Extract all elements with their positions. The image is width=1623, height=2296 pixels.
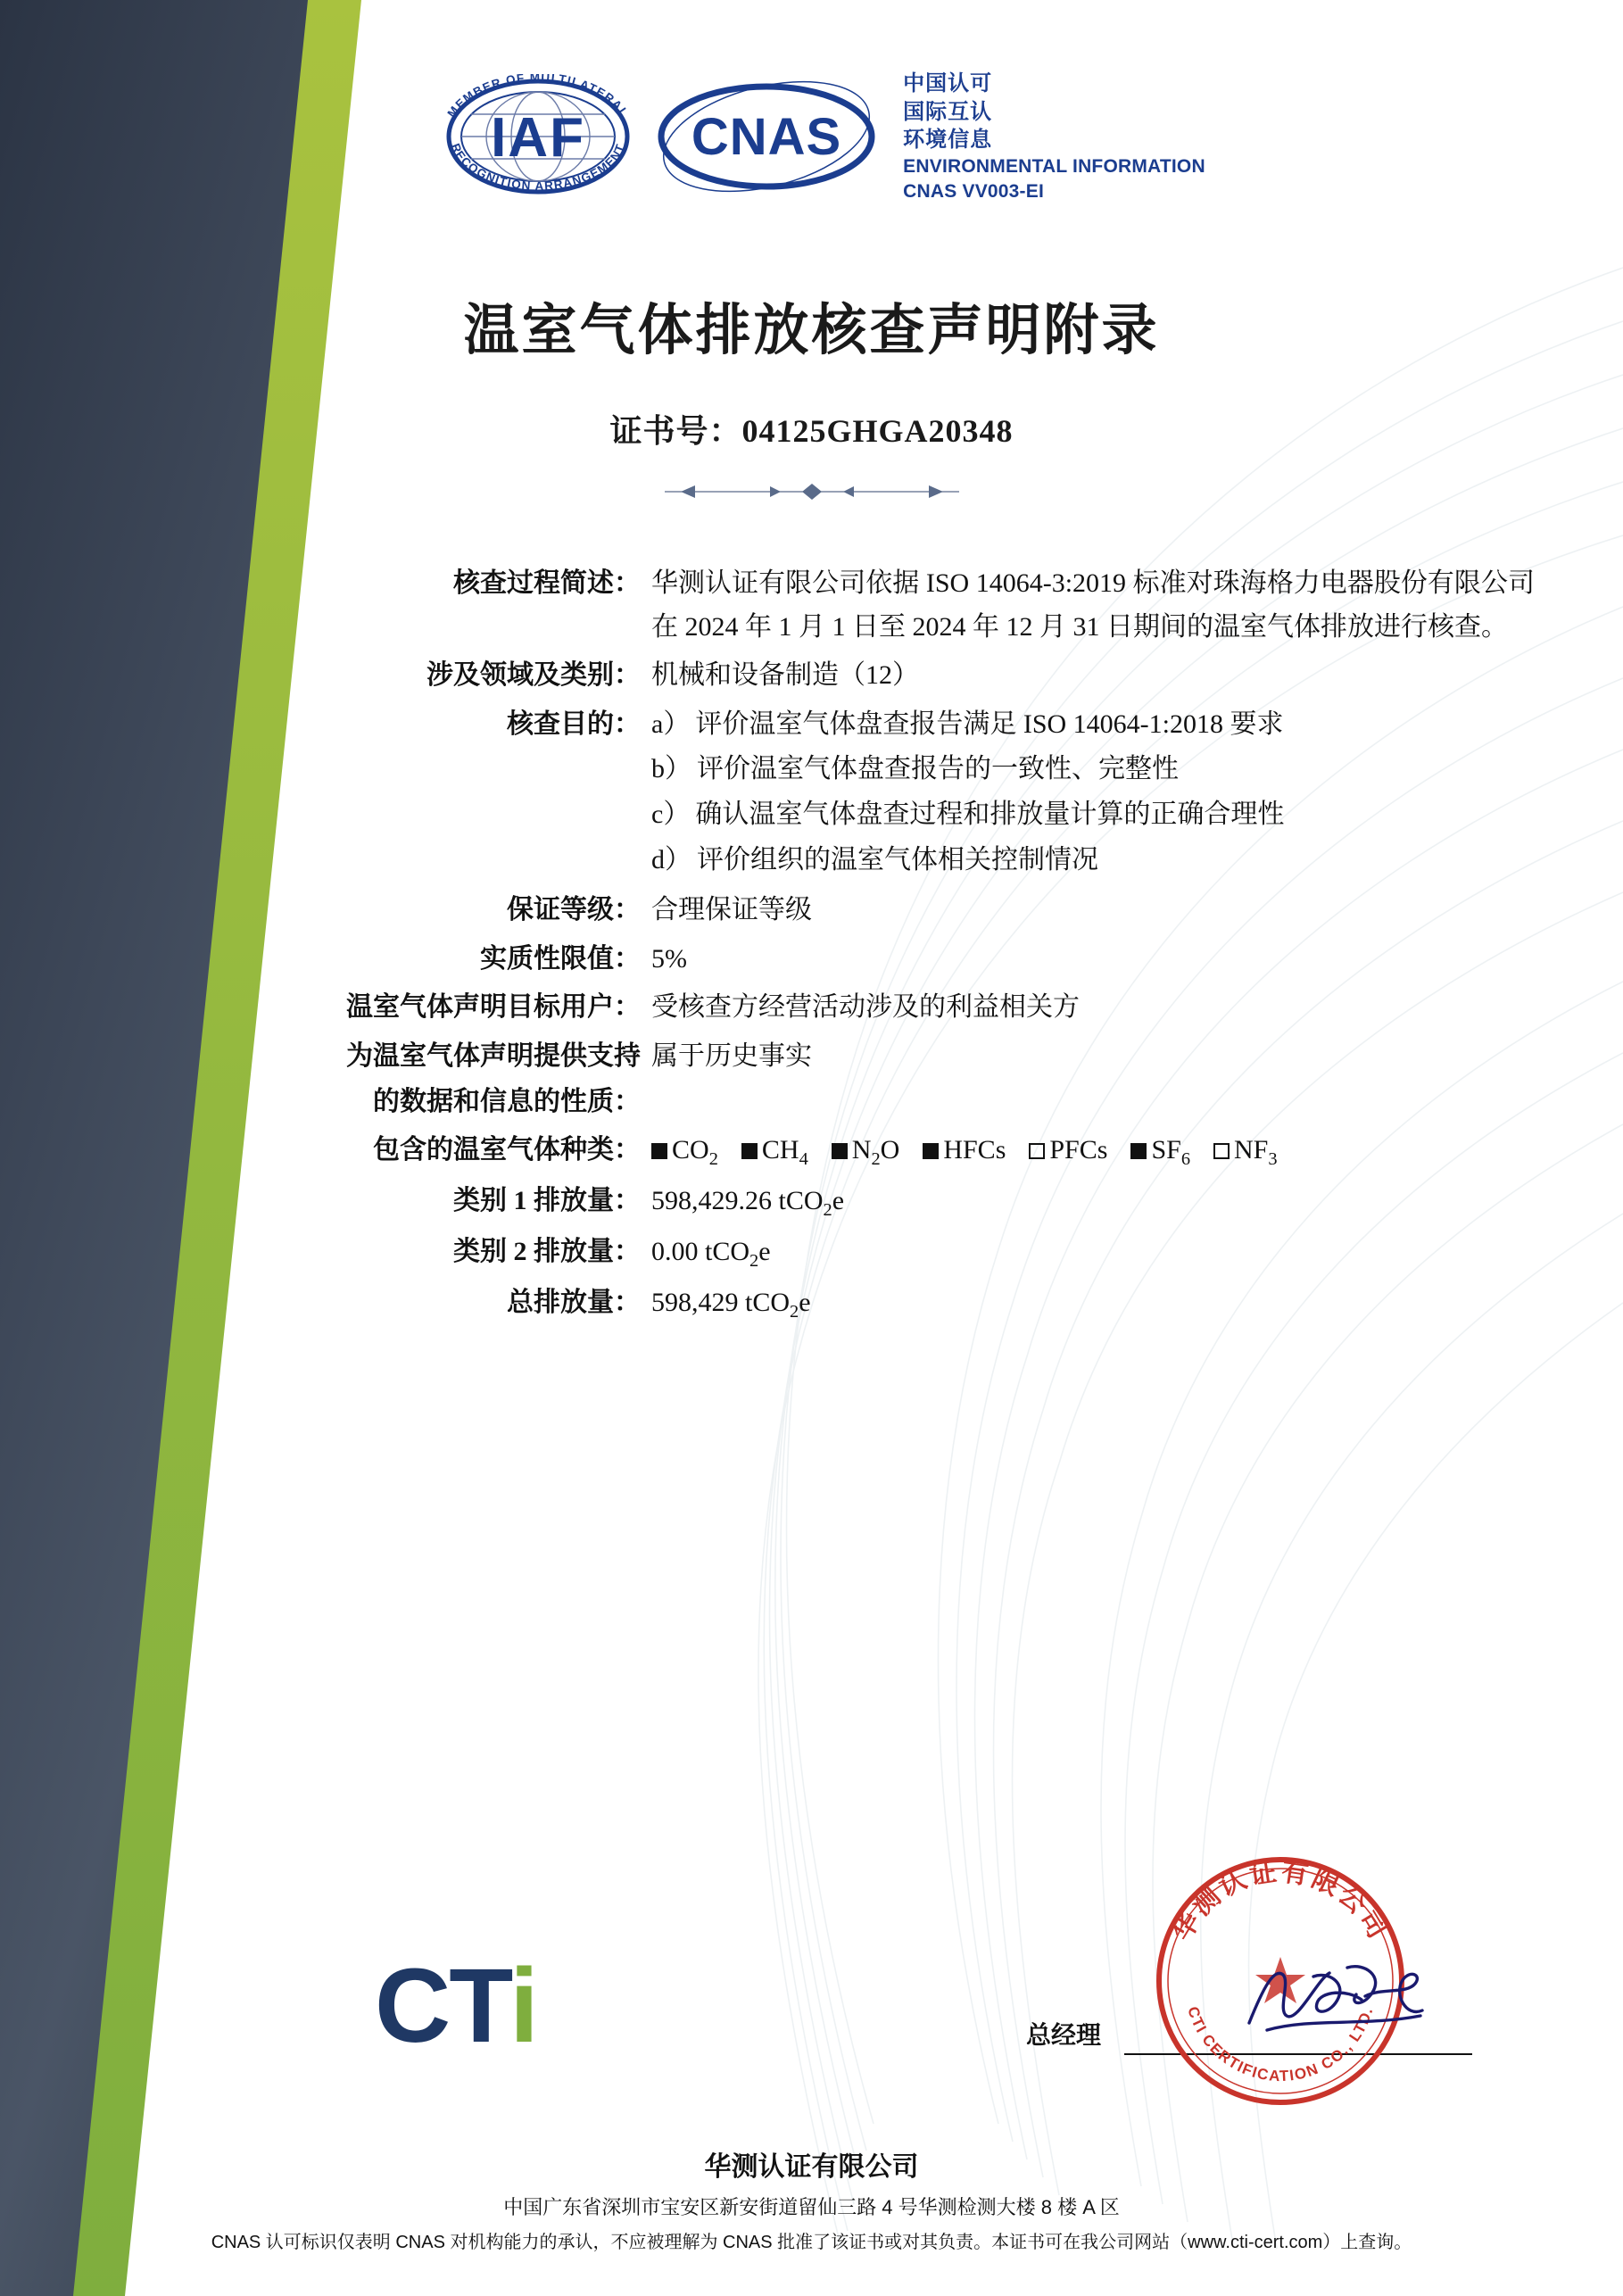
cat1-value-post: e — [832, 1186, 845, 1216]
checkbox-ch4[interactable] — [741, 1143, 758, 1159]
purpose-item-text: 评价温室气体盘查报告的一致性、完整性 — [697, 754, 1179, 784]
label-purpose: 核查目的： — [507, 709, 641, 739]
value-intended-users: 受核查方经营活动涉及的利益相关方 — [651, 992, 1080, 1023]
checkbox-n2o[interactable] — [832, 1143, 848, 1159]
value-category1-emissions — [651, 1180, 1535, 1225]
gas-label-nf3: NF — [1234, 1135, 1269, 1165]
gas-sub-co2: 2 — [708, 1149, 718, 1170]
purpose-item — [651, 793, 1535, 837]
purpose-item-marker: c） — [651, 799, 691, 829]
purpose-item-text: 评价组织的温室气体相关控制情况 — [697, 844, 1098, 874]
checkbox-sf6[interactable] — [1130, 1143, 1147, 1159]
purpose-item-text: 确认温室气体盘查过程和排放量计算的正确合理性 — [695, 799, 1285, 829]
label-intended-users: 温室气体声明目标用户： — [346, 992, 641, 1023]
checkbox-pfcs[interactable] — [1029, 1143, 1045, 1159]
field-verification-process — [268, 562, 1535, 649]
purpose-item-text: 评价温室气体盘查报告满足 ISO 14064-1:2018 要求 — [695, 709, 1284, 739]
cnas-line-cn3: 环境信息 — [903, 128, 993, 153]
cat2-value-post: e — [758, 1237, 771, 1267]
cnas-line-en1: ENVIRONMENTAL INFORMATION — [903, 156, 1205, 178]
value-scope: 机械和设备制造（12） — [651, 660, 919, 691]
gas-sub-sf6: 6 — [1180, 1149, 1191, 1170]
purpose-item-marker: a） — [651, 709, 691, 739]
label-assurance-level: 保证等级： — [507, 895, 641, 925]
svg-text:CNAS: CNAS — [691, 108, 842, 167]
cti-letter-c: C — [375, 1947, 450, 2065]
certificate-number-label: 证书号： — [609, 413, 742, 449]
cat1-value-sub: 2 — [823, 1200, 832, 1221]
label-category2-emissions: 类别 2 排放量： — [453, 1237, 641, 1267]
total-value-pre: 598,429 tCO — [651, 1288, 791, 1318]
cnas-logo-icon — [646, 74, 887, 199]
cti-letter-i: i — [509, 1947, 537, 2065]
gas-label-n2o: N — [851, 1135, 872, 1165]
gas-item-n2o — [832, 1129, 900, 1174]
cnas-line-cn1: 中国认可 — [903, 71, 993, 95]
label-data-nature-line1: 为温室气体声明提供支持 — [346, 1040, 641, 1071]
value-assurance-level: 合理保证等级 — [651, 895, 812, 925]
footer-disclaimer: CNAS 认可标识仅表明 CNAS 对机构能力的承认，不应被理解为 CNAS 批准了该证书或对其负责。本证书可在我公司网站（www.cti-cert.com）上查询。 — [211, 2233, 1412, 2252]
gas-label-hfcs: HFCs — [943, 1135, 1006, 1165]
label-verification-process: 核查过程简述： — [453, 568, 641, 598]
page-title: 温室气体排放核查声明附录 — [463, 300, 1160, 361]
cat1-value-pre: 598,429.26 tCO — [651, 1186, 824, 1216]
gas-item-pfcs — [1029, 1129, 1107, 1173]
gas-sub-nf3: 3 — [1268, 1149, 1278, 1170]
gas-label-pfcs: PFCs — [1049, 1135, 1108, 1165]
svg-text:RECOGNITION ARRANGEMENT: RECOGNITION ARRANGEMENT — [448, 141, 628, 194]
purpose-item — [651, 748, 1535, 792]
cat2-value-sub: 2 — [749, 1251, 759, 1272]
value-materiality: 5% — [651, 943, 687, 974]
total-value-sub: 2 — [790, 1302, 799, 1322]
label-data-nature-line2: 的数据和信息的性质： — [373, 1086, 641, 1116]
value-gases — [651, 1129, 1535, 1174]
field-total-emissions — [268, 1281, 1535, 1327]
certificate-body — [268, 562, 1535, 1332]
field-category1-emissions — [268, 1180, 1535, 1225]
label-gases: 包含的温室气体种类： — [373, 1135, 641, 1165]
gas-tail-n2o: O — [880, 1135, 900, 1165]
gas-checkbox-list — [651, 1129, 1535, 1174]
field-intended-users — [268, 986, 1535, 1030]
value-verification-process: 华测认证有限公司依据 ISO 14064-3:2019 标准对珠海格力电器股份有限公司在 2024 年 1 月 1 日至 2024 年 12 月 31 日期间的温室气体排放进行核查。 — [651, 568, 1535, 642]
checkbox-hfcs[interactable] — [923, 1143, 939, 1159]
svg-text:CTI CERTIFICATION CO., LTD.: CTI CERTIFICATION CO., LTD. — [1184, 2004, 1377, 2085]
field-assurance-level — [268, 889, 1535, 932]
gas-label-co2: CO — [672, 1135, 709, 1165]
footer-company-name: 华测认证有限公司 — [704, 2152, 919, 2182]
iaf-logo-icon — [418, 74, 658, 199]
checkbox-co2[interactable] — [651, 1143, 667, 1159]
field-data-nature-line2 — [268, 1081, 1535, 1124]
field-purpose — [268, 703, 1535, 883]
svg-text:MEMBER OF MULTILATERAL: MEMBER OF MULTILATERAL — [444, 74, 632, 120]
field-gases — [268, 1129, 1535, 1174]
gas-item-co2 — [651, 1129, 718, 1174]
handwritten-signature — [1231, 1941, 1454, 2057]
field-category2-emissions — [268, 1231, 1535, 1276]
gas-label-sf6: SF — [1151, 1135, 1181, 1165]
cti-logo — [375, 1945, 537, 2067]
gas-item-hfcs — [923, 1129, 1006, 1173]
gas-label-ch4: CH — [761, 1135, 799, 1165]
field-data-nature-line1 — [268, 1035, 1535, 1079]
signature-title-label: 总经理 — [1026, 2022, 1102, 2050]
value-data-nature: 属于历史事实 — [651, 1040, 812, 1071]
purpose-item-marker: d） — [651, 844, 691, 874]
gas-item-nf3 — [1213, 1129, 1278, 1174]
gas-item-ch4 — [741, 1129, 808, 1174]
cnas-line-en2: CNAS VV003-EI — [903, 180, 1044, 202]
purpose-item — [651, 703, 1535, 747]
total-value-post: e — [799, 1288, 811, 1318]
label-materiality: 实质性限值： — [480, 943, 641, 974]
cnas-line-cn2: 国际互认 — [903, 99, 993, 124]
footer-address: 中国广东省深圳市宝安区新安街道留仙三路 4 号华测检测大楼 8 楼 A 区 — [503, 2196, 1120, 2218]
field-scope — [268, 654, 1535, 698]
accreditation-logos — [0, 70, 1623, 203]
gas-sub-ch4: 4 — [799, 1149, 808, 1170]
purpose-item-marker: b） — [651, 754, 691, 784]
purpose-item — [651, 839, 1535, 883]
svg-text:IAF: IAF — [491, 107, 586, 170]
checkbox-nf3[interactable] — [1213, 1143, 1230, 1159]
gas-sub-n2o: 2 — [871, 1149, 881, 1170]
cnas-accreditation-text — [903, 70, 1205, 203]
certificate-number-value: 04125GHGA20348 — [741, 413, 1014, 449]
certificate-number-line — [0, 406, 1623, 452]
label-scope: 涉及领域及类别： — [426, 660, 641, 691]
value-category2-emissions — [651, 1231, 1535, 1276]
label-category1-emissions: 类别 1 排放量： — [453, 1186, 641, 1216]
ornament-divider — [665, 482, 959, 501]
gas-item-sf6 — [1130, 1129, 1190, 1174]
cat2-value-pre: 0.00 tCO — [651, 1237, 750, 1267]
label-total-emissions: 总排放量： — [507, 1288, 641, 1318]
svg-text:华测认证有限公司: 华测认证有限公司 — [1167, 1857, 1394, 1946]
value-purpose-list — [651, 703, 1535, 883]
field-materiality — [268, 938, 1535, 982]
value-total-emissions — [651, 1281, 1535, 1327]
page-footer — [0, 2144, 1623, 2253]
cti-letter-t: T — [449, 1947, 510, 2065]
